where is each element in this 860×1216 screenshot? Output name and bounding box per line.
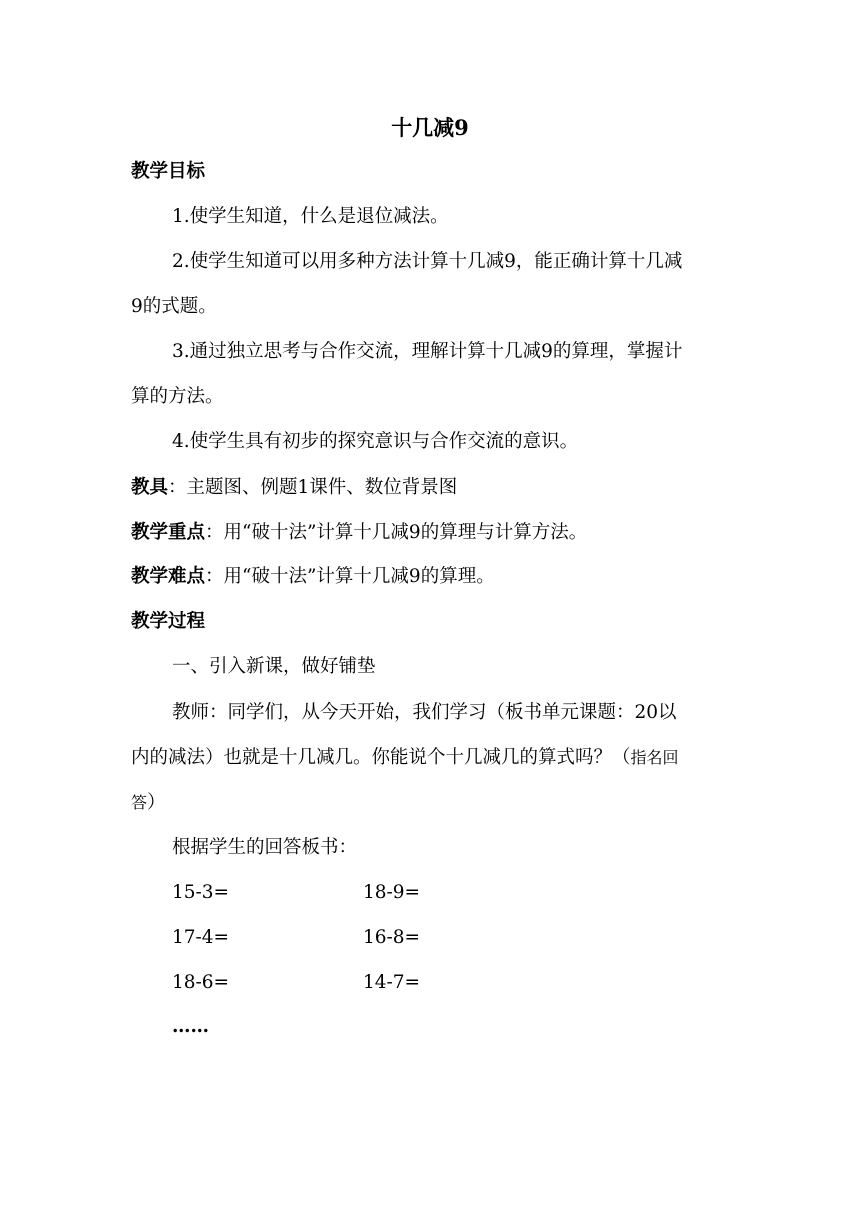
- objective-item-3-line-2: 算的方法。: [131, 386, 224, 407]
- objective-item-3-line-1: 3.通过独立思考与合作交流，理解计算十几减9的算理，掌握计: [172, 341, 683, 362]
- difficulty-paragraph: [131, 562, 495, 592]
- key-point-paragraph: [131, 518, 587, 548]
- difficulty-label: 教学难点: [131, 566, 206, 587]
- teacher-line-1: 教师：同学们，从今天开始，我们学习（板书单元课题：20以: [172, 702, 677, 723]
- section-1-heading: 一、引入新课，做好铺垫: [172, 656, 376, 677]
- page-title: 十几减9: [391, 115, 469, 140]
- equation-left: 18-6=: [172, 972, 230, 993]
- teacher-line-3-close: ）: [147, 792, 166, 813]
- ellipsis: ……: [172, 1016, 209, 1037]
- teacher-note-2: 答: [131, 793, 148, 812]
- objective-item-2-line-1: 2.使学生知道可以用多种方法计算十几减9，能正确计算十几减: [172, 251, 683, 272]
- teacher-line-2: [131, 743, 679, 773]
- equation-right: 18-9=: [363, 882, 421, 903]
- teacher-line-3: [131, 788, 166, 818]
- key-point-label: 教学重点: [131, 522, 206, 543]
- tools-text: ：主题图、例题1课件、数位背景图: [168, 477, 458, 498]
- teacher-note-1: 指名回: [630, 748, 679, 767]
- equation-left: 17-4=: [172, 927, 230, 948]
- teacher-line-2-main: 内的减法）也就是十几减几。你能说个十几减几的算式吗？（: [131, 747, 631, 768]
- tools-label: 教具: [131, 477, 169, 498]
- tools-paragraph: [131, 473, 457, 503]
- objective-item-2-line-2: 9的式题。: [131, 296, 217, 317]
- objectives-heading: 教学目标: [131, 161, 206, 182]
- board-intro: 根据学生的回答板书：: [172, 837, 358, 858]
- equation-right: 16-8=: [363, 927, 421, 948]
- equation-left: 15-3=: [172, 882, 230, 903]
- objective-item-1: 1.使学生知道，什么是退位减法。: [172, 206, 449, 227]
- equation-right: 14-7=: [363, 972, 421, 993]
- key-point-text: ：用“破十法”计算十几减9的算理与计算方法。: [205, 522, 588, 543]
- process-heading: 教学过程: [131, 611, 206, 632]
- objective-item-4: 4.使学生具有初步的探究意识与合作交流的意识。: [172, 431, 579, 452]
- difficulty-text: ：用“破十法”计算十几减9的算理。: [205, 566, 495, 587]
